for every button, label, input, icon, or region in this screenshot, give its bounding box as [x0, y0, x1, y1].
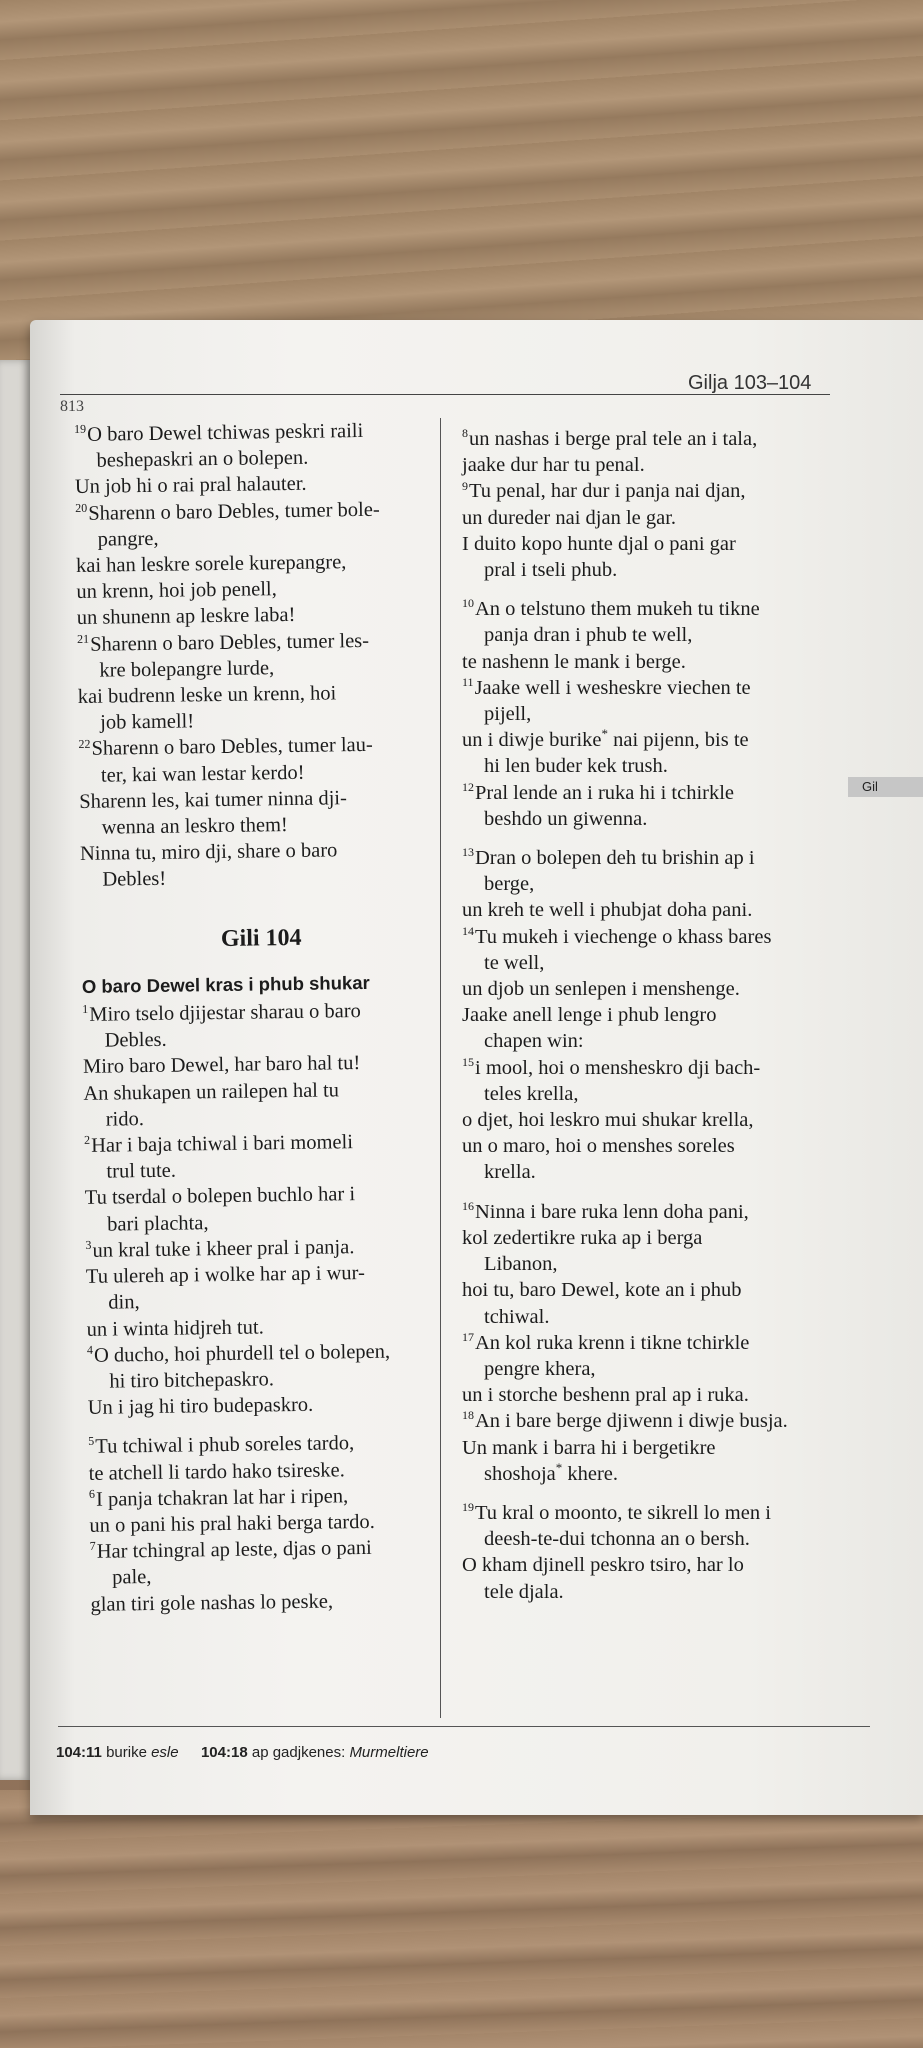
verse-continuation	[462, 505, 852, 531]
right-block-2	[462, 596, 852, 832]
verse-number: 1	[82, 1002, 89, 1017]
verse-continuation	[462, 1028, 852, 1054]
verse-text: job kamell!	[100, 710, 195, 734]
verse-text: jaake dur har tu penal.	[462, 454, 645, 477]
verse-continuation	[462, 1277, 852, 1303]
verse-text: un o maro, hoi o menshes soreles	[462, 1135, 735, 1158]
verse-text: un kral tuke i kheer pral i panja.	[92, 1236, 355, 1262]
verse-text: un i winta hidjreh tut.	[86, 1315, 264, 1341]
verse-text: glan tiri gole nashas lo peske,	[90, 1590, 334, 1616]
verse-text: pangre,	[97, 527, 159, 551]
verse-text-after-marker: nai pijenn, bis te	[608, 729, 749, 752]
verse-line	[462, 1408, 852, 1434]
verse-text: krella.	[484, 1161, 536, 1184]
verse-continuation	[462, 727, 852, 753]
page-number: 813	[60, 398, 84, 415]
verse-continuation	[462, 1579, 852, 1605]
verse-line	[462, 596, 852, 622]
verse-text: Miro baro Dewel, har baro hal tu!	[82, 1052, 361, 1079]
verse-text: Tu mukeh i viechenge o khass bares	[475, 925, 772, 948]
verse-number: 18	[462, 1408, 474, 1423]
verse-text: I duito kopo hunte djal o pani gar	[462, 532, 736, 555]
verse-continuation	[462, 1435, 852, 1461]
verse-number: 14	[462, 923, 474, 938]
verse-number: 21	[76, 631, 90, 646]
stanza-gap	[462, 1487, 852, 1500]
verse-text: kai budrenn leske un krenn, hoi	[77, 682, 337, 709]
verse-text: hi tiro bitchepaskro.	[109, 1368, 275, 1393]
footnote-marker[interactable]: *	[601, 726, 608, 742]
verse-continuation	[462, 557, 852, 583]
verse-text: din,	[108, 1291, 140, 1314]
verse-text: Sharenn o baro Debles, tumer bole-	[88, 498, 380, 525]
verse-continuation	[462, 1356, 852, 1382]
left-block-2	[82, 997, 448, 1421]
verse-text: panja dran i phub te well,	[484, 624, 693, 647]
verse-text: Ninna i bare ruka lenn doha pani,	[475, 1200, 749, 1223]
verse-number: 4	[86, 1342, 94, 1357]
verse-text: un djob un senlepen i menshenge.	[462, 978, 740, 1001]
verse-text: O baro Dewel tchiwas peskri raili	[87, 419, 364, 446]
verse-number: 5	[88, 1434, 95, 1449]
verse-text: un kreh te well i phubjat doha pani.	[462, 899, 753, 922]
right-column	[462, 426, 852, 1605]
verse-continuation	[462, 1304, 852, 1330]
verse-number: 6	[88, 1486, 96, 1501]
verse-text: Sharenn o baro Debles, tumer les-	[89, 629, 370, 656]
verse-text: un shunenn ap leskre laba!	[76, 604, 296, 630]
right-block-4	[462, 1199, 852, 1487]
verse-number: 16	[462, 1198, 474, 1213]
verse-text: Un mank i barra hi i bergetikre	[462, 1436, 716, 1459]
footnote-marker[interactable]: *	[555, 1459, 563, 1475]
verse-text: un nashas i berge pral tele an i tala,	[469, 428, 758, 450]
verse-text: Tu penal, har dur i panja nai djan,	[469, 480, 746, 503]
verse-text: tele djala.	[484, 1580, 564, 1603]
verse-continuation	[462, 976, 852, 1002]
verse-text: Tu tserdal o bolepen buchlo har i	[84, 1183, 356, 1210]
verse-text: Sharenn les, kai tumer ninna dji-	[79, 787, 348, 813]
verse-number: 15	[462, 1054, 474, 1069]
section-title: O baro Dewel kras i phub shukar	[81, 971, 370, 997]
verse-text: o djet, hoi leskro mui shukar krella,	[462, 1109, 754, 1132]
thumb-index-tab[interactable]: Gil	[848, 777, 923, 797]
verse-text: deesh-te-dui tchonna an o bersh.	[484, 1528, 750, 1551]
footnote-rule	[58, 1726, 870, 1727]
verse-text: Pral lende an i ruka hi i tchirkle	[475, 781, 735, 804]
left-block-3	[88, 1429, 451, 1617]
verse-continuation	[462, 897, 852, 923]
verse-continuation	[462, 531, 852, 557]
verse-text: wenna an leskro them!	[101, 814, 288, 839]
verse-text: O kham djinell peskro tsiro, har lo	[462, 1554, 744, 1577]
footnote-1-ref: 104:11	[56, 1744, 102, 1761]
verse-text: Har i baja tchiwal i bari momeli	[90, 1131, 354, 1157]
right-block-5	[462, 1500, 852, 1605]
verse-number: 10	[462, 596, 474, 611]
verse-text: kai han leskre sorele kurepangre,	[75, 551, 347, 578]
verse-continuation	[462, 1382, 852, 1408]
verse-text: Jaake anell lenge i phub lengro	[462, 1004, 717, 1027]
verse-number: 19	[462, 1500, 474, 1515]
verse-number: 8	[462, 426, 468, 441]
verse-continuation	[462, 1461, 852, 1487]
verse-text: trul tute.	[106, 1159, 177, 1183]
verse-continuation	[462, 1107, 852, 1133]
verse-text: tchiwal.	[484, 1305, 550, 1328]
verse-number: 3	[85, 1237, 92, 1252]
verse-line	[462, 426, 852, 452]
verse-text: Debles!	[102, 868, 167, 892]
verse-text: te atchell li tardo hako tsireske.	[88, 1458, 345, 1485]
verse-text: te well,	[484, 951, 545, 974]
stanza-gap	[462, 583, 852, 596]
verse-number: 13	[462, 845, 474, 860]
verse-line	[462, 1199, 852, 1225]
right-block-3	[462, 845, 852, 1186]
footnote-2-text: ap gadjkenes:	[251, 1744, 346, 1761]
stanza-gap	[462, 832, 852, 845]
verse-continuation	[462, 1159, 852, 1185]
verse-text: An shukapen un railepen hal tu	[83, 1079, 340, 1105]
verse-continuation	[462, 1552, 852, 1578]
verse-text: hoi tu, baro Dewel, kote an i phub	[462, 1279, 742, 1302]
verse-number: 12	[462, 779, 474, 794]
verse-continuation	[462, 806, 852, 832]
verse-text: O ducho, hoi phurdell tel o bolepen,	[93, 1340, 391, 1367]
verse-line	[462, 1500, 852, 1526]
verse-text: bari plachta,	[107, 1211, 209, 1236]
verse-text: pral i tseli phub.	[484, 559, 618, 582]
verse-text-after-marker: khere.	[562, 1462, 619, 1485]
left-page-edge	[0, 360, 30, 1780]
verse-text: hi len buder kek trush.	[484, 755, 668, 778]
verse-text: Dran o bolepen deh tu brishin ap i	[475, 847, 755, 870]
verse-text: Libanon,	[484, 1253, 558, 1276]
verse-text: berge,	[484, 873, 535, 896]
verse-line	[462, 1330, 852, 1356]
verse-text: beshepaskri an o bolepen.	[96, 446, 309, 472]
verse-continuation	[462, 1526, 852, 1552]
verse-text: Debles.	[104, 1029, 167, 1052]
verse-continuation	[462, 701, 852, 727]
verse-text: un o pani his pral haki berga tardo.	[89, 1510, 375, 1537]
verse-continuation	[462, 950, 852, 976]
verse-continuation	[462, 1251, 852, 1277]
verse-text: Ninna tu, miro dji, share o baro	[79, 839, 338, 866]
verse-line	[462, 478, 852, 504]
verse-line	[462, 845, 852, 871]
verse-number: 7	[89, 1539, 96, 1554]
verse-continuation	[80, 862, 440, 893]
verse-continuation	[90, 1586, 450, 1617]
wood-background-top	[0, 0, 923, 360]
verse-text: teles krella,	[484, 1082, 579, 1105]
verse-line	[462, 675, 852, 701]
footnotes	[56, 1744, 429, 1761]
verse-number: 17	[462, 1329, 474, 1344]
verse-text: pengre khera,	[484, 1357, 596, 1380]
verse-line	[462, 780, 852, 806]
left-column	[74, 417, 451, 1618]
footnote-1-text: burike	[106, 1744, 147, 1761]
verse-number: 2	[83, 1133, 91, 1148]
verse-continuation	[462, 1002, 852, 1028]
verse-text: Un i jag hi tiro budepaskro.	[87, 1393, 314, 1420]
verse-text: beshdo un giwenna.	[484, 807, 648, 830]
footnote-2-gloss: Murmeltiere	[349, 1744, 429, 1761]
verse-text: i mool, hoi o mensheskro dji bach-	[475, 1056, 761, 1079]
running-head: Gilja 103–104	[688, 372, 812, 394]
verse-line	[462, 1055, 852, 1081]
verse-text: Un job hi o rai pral halauter.	[74, 473, 307, 499]
verse-text: te nashenn le mank i berge.	[462, 650, 686, 673]
verse-continuation	[462, 649, 852, 675]
verse-text: Tu tchiwal i phub soreles tardo,	[95, 1432, 355, 1459]
verse-text: Jaake well i wesheskre viechen te	[474, 676, 751, 699]
footnote-1-gloss: esle	[151, 1744, 179, 1761]
stanza-gap	[462, 1186, 852, 1199]
verse-text: un i storche beshenn pral ap i ruka.	[462, 1384, 749, 1407]
verse-text: Har tchingral ap leste, djas o pani	[96, 1537, 372, 1563]
right-block-1	[462, 426, 852, 583]
verse-continuation	[462, 1081, 852, 1107]
verse-text: Miro tselo djijestar sharau o baro	[89, 1000, 361, 1026]
verse-text: un i diwje burike	[462, 729, 602, 752]
verse-text: shoshoja	[484, 1462, 556, 1485]
verse-text: ter, kai wan lestar kerdo!	[100, 761, 305, 787]
verse-text: Tu kral o moonto, te sikrell lo men i	[475, 1501, 771, 1524]
verse-text: Sharenn o baro Debles, tumer lau-	[91, 734, 373, 761]
verse-text: un krenn, hoi job penell,	[76, 578, 277, 604]
verse-text: I panja tchakran lat har i ripen,	[95, 1484, 349, 1511]
verse-continuation	[462, 871, 852, 897]
verse-number: 11	[462, 675, 474, 689]
verse-number: 9	[462, 478, 468, 493]
verse-continuation	[462, 1225, 852, 1251]
verse-text: An o telstuno them mukeh tu tikne	[475, 598, 760, 621]
verse-text: rido.	[105, 1107, 145, 1131]
verse-number: 19	[74, 422, 87, 437]
verse-line	[462, 924, 852, 950]
footnote-2-ref: 104:18	[200, 1744, 248, 1761]
verse-text: An kol ruka krenn i tikne tchirkle	[475, 1331, 750, 1354]
verse-continuation	[462, 622, 852, 648]
chapter-title: Gili 104	[220, 924, 302, 952]
verse-text: Tu ulereh ap i wolke har ap i wur-	[85, 1262, 366, 1289]
verse-continuation	[462, 1133, 852, 1159]
verse-text: kre bolepangre lurde,	[99, 657, 275, 682]
left-block-1	[74, 417, 441, 894]
verse-text: un dureder nai djan le gar.	[462, 506, 677, 529]
verse-text: pale,	[111, 1566, 152, 1589]
verse-text: chapen win:	[484, 1030, 584, 1053]
verse-text: pijell,	[484, 703, 532, 726]
verse-number: 22	[78, 736, 91, 751]
verse-continuation	[462, 452, 852, 478]
verse-text: kol zedertikre ruka ap i berga	[462, 1226, 703, 1249]
verse-continuation	[462, 753, 852, 779]
wood-background-bottom	[0, 1790, 923, 2048]
verse-number: 20	[75, 500, 88, 515]
verse-text: An i bare berge djiwenn i diwje busja.	[475, 1410, 788, 1433]
